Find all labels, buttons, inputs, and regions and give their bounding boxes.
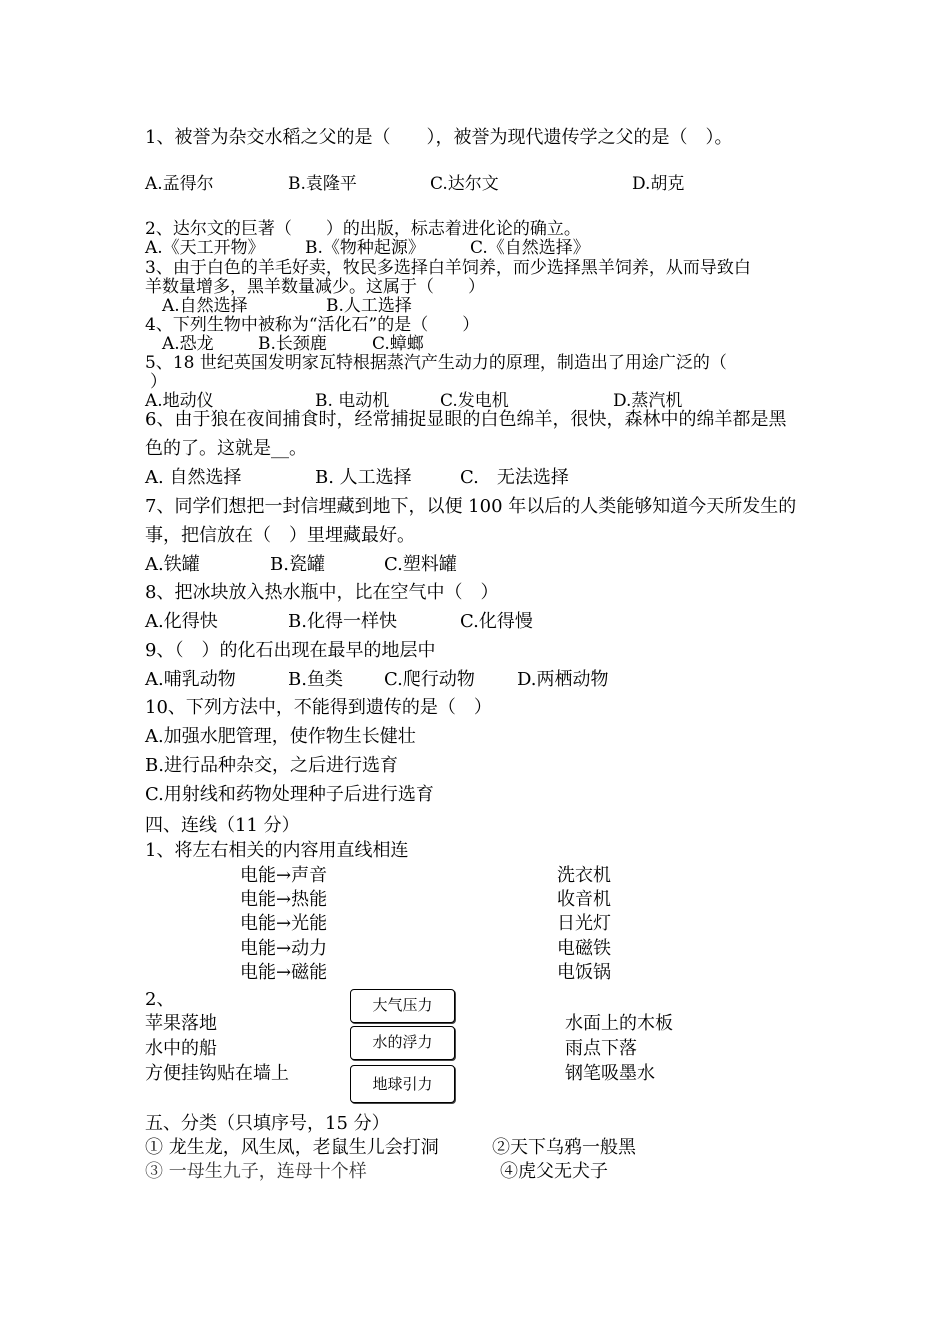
p1-left-item: 电能→动力 — [240, 938, 328, 959]
p1-right-item: 收音机 — [557, 889, 611, 910]
q10-stem: 10、下列方法中，不能得到遗传的是（ ） — [145, 697, 492, 718]
q3-option-a: A.自然选择 — [162, 296, 248, 316]
section5-item-3: ③ 一母生九子，连母十个样 — [145, 1161, 367, 1182]
p1-right-item: 电磁铁 — [557, 938, 611, 959]
q3-option-b: B.人工选择 — [326, 296, 412, 316]
section5-item-2: ②天下乌鸦一般黑 — [492, 1137, 636, 1158]
q8-stem: 8、把冰块放入热水瓶中，比在空气中（ ） — [145, 582, 499, 603]
q5-option-d: D.蒸汽机 — [613, 391, 683, 411]
q6-option-c: C. 无法选择 — [460, 467, 569, 488]
p1-left-item: 电能→热能 — [240, 889, 328, 910]
q5-option-a: A.地动仪 — [145, 391, 214, 411]
q8-option-a: A.化得快 — [145, 611, 218, 632]
p1-right-item: 电饭锅 — [557, 962, 611, 983]
p2-left-item: 苹果落地 — [145, 1013, 217, 1034]
p2-box-gravity: 地球引力 — [350, 1065, 455, 1103]
q1-option-a: A.孟得尔 — [145, 174, 214, 194]
q5-stem-line2: ） — [150, 372, 167, 392]
section4-title: 四、连线（11 分） — [145, 815, 300, 836]
p2-right-item: 水面上的木板 — [565, 1013, 673, 1034]
q10-option-b: B.进行品种杂交，之后进行选育 — [145, 755, 398, 776]
q9-stem: 9、（ ）的化石出现在最早的地层中 — [145, 640, 436, 661]
p2-box-buoyancy: 水的浮力 — [350, 1026, 455, 1060]
p1-left-item: 电能→磁能 — [240, 962, 328, 983]
section4-p1-stem: 1、将左右相关的内容用直线相连 — [145, 840, 409, 861]
q4-option-b: B.长颈鹿 — [258, 334, 327, 354]
section5-title: 五、分类（只填序号，15 分） — [145, 1113, 390, 1134]
q6-option-b: B. 人工选择 — [315, 467, 412, 488]
q9-option-d: D.两栖动物 — [517, 669, 609, 690]
p1-right-item: 洗衣机 — [557, 865, 611, 886]
q9-option-b: B.鱼类 — [288, 669, 343, 690]
p2-right-item: 钢笔吸墨水 — [565, 1063, 655, 1084]
q1-option-c: C.达尔文 — [430, 174, 499, 194]
q2-option-a: A.《天工开物》 — [145, 238, 265, 258]
q3-stem-line2: 羊数量增多，黑羊数量减少。这属于（ ） — [145, 277, 485, 297]
q1-stem: 1、被誉为杂交水稻之父的是（ ），被誉为现代遗传学之父的是（ ）。 — [145, 127, 733, 148]
q9-option-a: A.哺乳动物 — [145, 669, 236, 690]
p2-left-item: 方便挂钩贴在墙上 — [145, 1063, 289, 1084]
q7-option-b: B.瓷罐 — [270, 554, 325, 575]
q6-stem-line1: 6、由于狼在夜间捕食时，经常捕捉显眼的白色绵羊，很快，森林中的绵羊都是黑 — [145, 409, 787, 430]
q10-option-c: C.用射线和药物处理种子后进行选育 — [145, 784, 434, 805]
p2-right-item: 雨点下落 — [565, 1038, 637, 1059]
q6-option-a: A. 自然选择 — [145, 467, 242, 488]
p1-right-item: 日光灯 — [557, 913, 611, 934]
p2-box-atmospheric-pressure: 大气压力 — [350, 989, 455, 1023]
q8-option-c: C.化得慢 — [460, 611, 533, 632]
section5-item-4: ④虎父无犬子 — [500, 1161, 608, 1182]
q2-option-b: B.《物种起源》 — [305, 238, 425, 258]
q7-stem-line1: 7、同学们想把一封信埋藏到地下，以便 100 年以后的人类能够知道今天所发生的 — [145, 496, 797, 517]
p1-left-item: 电能→光能 — [240, 913, 328, 934]
q4-stem: 4、下列生物中被称为“活化石”的是（ ） — [145, 315, 480, 335]
q6-stem-line2: 色的了。这就是__。 — [145, 438, 307, 459]
p2-left-item: 水中的船 — [145, 1038, 217, 1059]
q4-option-c: C.蟑螂 — [372, 334, 424, 354]
q3-stem-line1: 3、由于白色的羊毛好卖，牧民多选择白羊饲养，而少选择黑羊饲养，从而导致白 — [145, 258, 751, 278]
q2-option-c: C.《自然选择》 — [470, 238, 590, 258]
q4-option-a: A.恐龙 — [162, 334, 214, 354]
q1-option-d: D.胡克 — [632, 174, 685, 194]
q5-option-b: B. 电动机 — [315, 391, 390, 411]
section5-item-1: ① 龙生龙，风生凤，老鼠生儿会打洞 — [145, 1137, 439, 1158]
q7-stem-line2: 事，把信放在（ ）里埋藏最好。 — [145, 525, 415, 546]
q5-option-c: C.发电机 — [440, 391, 509, 411]
q1-option-b: B.袁隆平 — [288, 174, 357, 194]
q10-option-a: A.加强水肥管理，使作物生长健壮 — [145, 726, 416, 747]
p1-left-item: 电能→声音 — [240, 865, 328, 886]
q7-option-c: C.塑料罐 — [384, 554, 457, 575]
q9-option-c: C.爬行动物 — [384, 669, 475, 690]
q2-stem: 2、达尔文的巨著（ ）的出版，标志着进化论的确立。 — [145, 219, 581, 239]
q5-stem-line1: 5、18 世纪英国发明家瓦特根据蒸汽产生动力的原理，制造出了用途广泛的（ — [145, 353, 727, 373]
q7-option-a: A.铁罐 — [145, 554, 200, 575]
section4-p2-stem: 2、 — [145, 989, 175, 1010]
q8-option-b: B.化得一样快 — [288, 611, 397, 632]
